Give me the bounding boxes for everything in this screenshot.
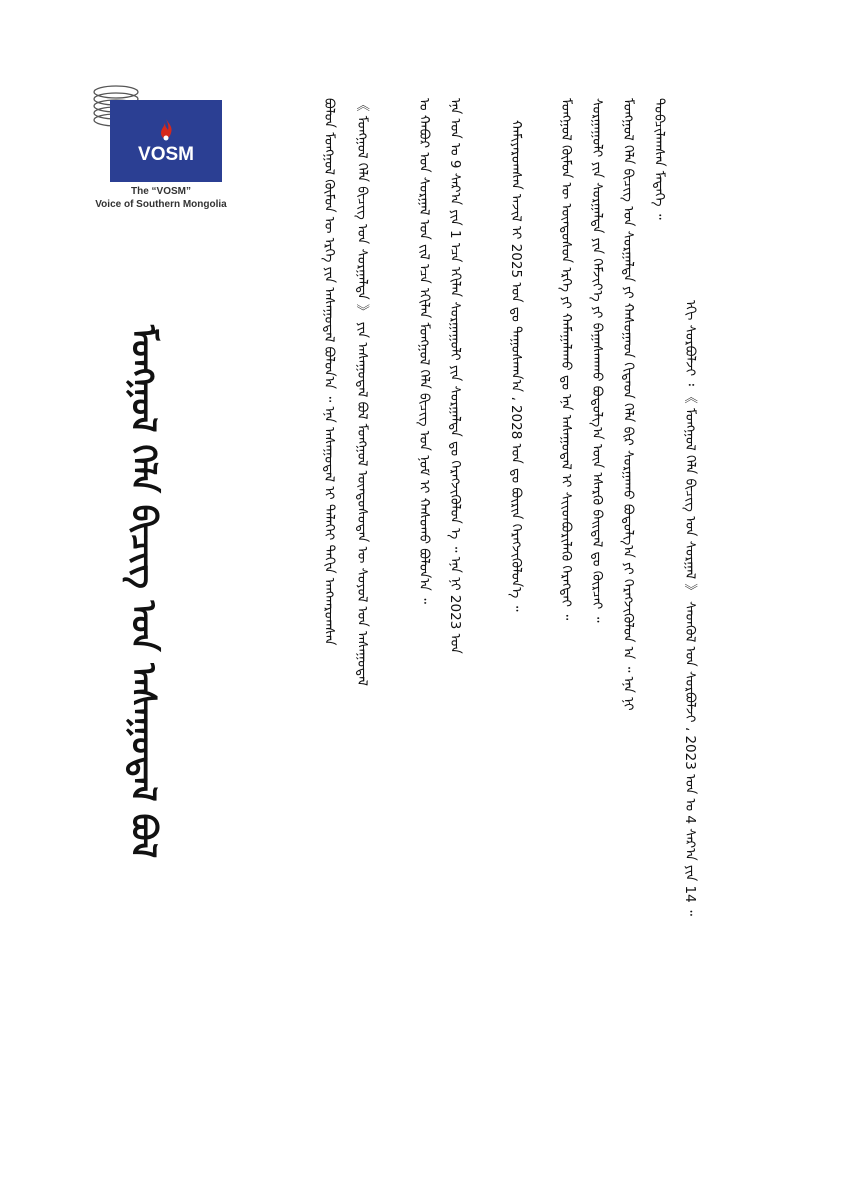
body-line-5: ᠬᠠᠮᠢᠶᠠᠷᠤᠭᠰᠠᠨ ᠠᠵᠢᠯ ᠢ 2025 ᠣᠨ ᠳᠤ ᠳᠠᠭᠤᠰᠬᠠᠨ᠎ᠠ ، 2028 ᠣᠨ ᠳᠤ ᠪᠦᠷᠢᠨ ᠬᠡᠷᠡᠭᠵᠢᠭᠦᠯᠦᠨ᠎ᠡ ᠃ (508, 120, 524, 612)
body-line-2: ᠮᠣᠩᠭᠣᠯ ᠬᠡᠯᠡ ᠪᠢᠴᠢᠭ᠌ ᠤᠨ ᠰᠤᠷᠭᠠᠯᠲᠠ ᠶᠢ ᠬᠠᠰᠤᠭᠠᠳ ᠬᠢᠲᠠᠳ ᠬᠡᠯᠡ ᠪᠢᠷ ᠰᠤᠷᠭᠠᠬᠤ ᠪᠣᠳᠣᠯᠭ᠎ᠠ ᠶᠢ ᠬᠡᠷᠡᠭᠵᠢᠭᠦᠯᠦᠨ ᠠ ᠃ ᠡᠨᠡ ᠨᠢ (620, 98, 636, 711)
body-line-8: 《 ᠮᠣᠩᠭᠣᠯ ᠬᠡᠯᠡ ᠪᠢᠴᠢᠭ᠌ ᠤᠨ ᠰᠤᠷᠭᠠᠯᠲᠠ 》 ᠶᠢᠨ ᠠᠰᠠᠭᠤᠳᠠᠯ ᠪᠣᠯ ᠮᠣᠩᠭᠣᠯ ᠦᠨᠳᠦᠰᠦᠲᠡᠨ ᠦ ᠰᠣᠶᠣᠯ ᠤᠨ ᠠᠰᠠᠭᠤᠳᠠᠯ (354, 98, 370, 686)
flame-icon (156, 118, 176, 144)
logo-caption-line-2: Voice of Southern Mongolia (95, 199, 227, 210)
body-line-7: ᠤ ᠬᠠᠪᠤᠷ ᠤᠨ ᠰᠤᠷᠭᠠᠯ ᠤᠨ ᠵᠢᠯ ᠡᠴᠡ ᠡᠬᠢᠯᠡᠨ ᠮᠣᠩᠭᠣᠯ ᠬᠡᠯᠡ ᠪᠢᠴᠢᠭ᠌ ᠤᠨ ᠨᠣᠮ ᠢ ᠬᠠᠰᠤᠬᠤ ᠪᠣᠯᠤᠨ᠎ᠠ ᠃ (416, 98, 432, 604)
vosm-logo (86, 82, 236, 222)
body-line-4: ᠮᠣᠩᠭᠣᠯ ᠬᠦᠮᠦᠨ ᠦ ᠦᠨᠳᠦᠰᠦᠨ ᠡᠷᠬᠡ ᠶᠢ ᠬᠠᠮᠠᠭᠠᠯᠠᠬᠤ ᠳᠤ ᠡᠨᠡ ᠠᠰᠠᠭᠤᠳᠠᠯ ᠢ ᠰᠢᠢᠳᠪᠦᠷᠢᠯᠡᠬᠦ ᠬᠡᠷᠡᠭᠲᠡᠢ ᠃ (558, 98, 574, 621)
body-line-6: ᠡᠨᠡ ᠣᠨ ᠤ 9 ᠰᠠᠷ᠎ᠠ ᠶᠢᠨ 1 ᠡᠴᠡ ᠡᠬᠢᠯᠡᠨ ᠰᠤᠷᠭᠠᠭᠤᠯᠢ ᠶᠢᠨ ᠰᠤᠷᠭᠠᠯᠲᠠ ᠳᠤ ᠬᠡᠷᠡᠭᠵᠢᠭᠦᠯᠦᠨ ᠡ ᠃ ᠡᠨᠡ ᠨᠢ 2023 ᠣᠨ (447, 98, 463, 654)
document-title: ᠮᠣᠩᠭᠣᠯ ᠬᠡᠯᠡ ᠪᠢᠴᠢᠭ᠌ ᠤᠨ ᠠᠰᠠᠭᠤᠳᠠᠯ ᠪᠣᠯ (123, 325, 163, 859)
logo-caption-line-1: The “VOSM” (130, 186, 191, 197)
logo-box (110, 100, 222, 182)
body-line-9: ᠪᠣᠯᠤᠨ ᠮᠣᠩᠭᠣᠯ ᠬᠦᠮᠦᠨ ᠦ ᠡᠷᠬᠡ ᠶᠢᠨ ᠠᠰᠠᠭᠤᠳᠠᠯ ᠪᠣᠯᠤᠨ᠎ᠠ ᠃ ᠡᠨᠡ ᠠᠰᠠᠭᠤᠳᠠᠯ ᠢ ᠳᠡᠯᠡᠬᠡᠢ ᠳᠠᠬᠢᠨ ᠠᠩᠬᠠᠷᠤᠭᠰᠠᠨ (321, 98, 337, 646)
source-line: ᠡᠬᠢ ᠰᠤᠷᠪᠤᠯᠵᠢ ᠄ 《 ᠮᠣᠩᠭᠣᠯ ᠬᠡᠯᠡ ᠪᠢᠴᠢᠭ᠌ ᠤᠨ ᠰᠤᠷᠭᠠᠯ 》 ᠰᠡᠳᠬᠦᠯ ᠤᠨ ᠰᠤᠷᠪᠤᠯᠵᠢ ، 2023 ᠣᠨ ᠤ 4 ᠰᠠᠷ᠎ᠠ ᠶᠢᠨ 14 ᠃ (682, 300, 698, 916)
body-line-1: ᠲᠣᠪᠴᠢᠯᠠᠭᠰᠠᠨ ᠮᠡᠳᠡᠭᠡ ᠃ (651, 98, 667, 220)
logo-name: VOSM (138, 144, 194, 165)
body-line-3: ᠰᠤᠷᠭᠠᠭᠤᠯᠢ ᠶᠢᠨ ᠰᠤᠷᠭᠠᠯᠲᠠ ᠶᠢᠨ ᠬᠡᠮᠵᠢᠶ᠎ᠡ ᠶᠢ ᠪᠠᠭᠠᠰᠬᠠᠬᠤ ᠪᠣᠳᠣᠯᠭ᠎ᠠ ᠦᠨ ᠡᠰᠡᠷᠭᠦ ᠪᠠᠢᠳᠠᠯ ᠳᠤ ᠬᠦᠷᠴᠡᠢ ᠃ (589, 98, 605, 623)
